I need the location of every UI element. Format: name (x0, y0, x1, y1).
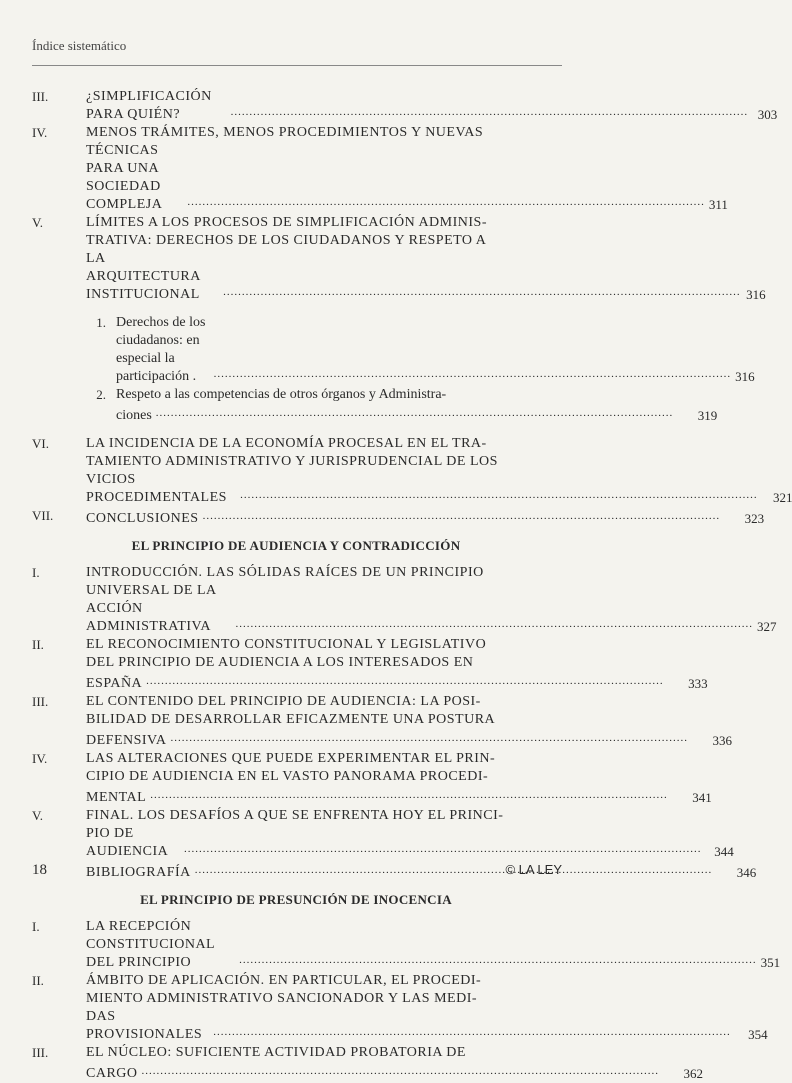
entry-page-number: 351 (760, 955, 781, 970)
entry-title-line: UNIVERSAL DE LA ACCIÓN ADMINISTRATIVA (86, 583, 216, 634)
entry-title-line: VICIOS PROCEDIMENTALES (86, 472, 227, 505)
entry-body (86, 861, 756, 882)
entry-title-line: DAS PROVISIONALES (86, 1009, 203, 1042)
entry-page-number: 323 (744, 511, 765, 526)
toc-entry (32, 564, 777, 636)
dot-leader (231, 103, 749, 121)
entry-title-line: Derechos de los ciudadanos: en especial la participación . (116, 315, 206, 384)
entry-title-line: EL CONTENIDO DEL PRINCIPIO DE AUDIENCIA: LA POSI- (86, 694, 481, 709)
dot-leader (203, 507, 721, 525)
entry-body (116, 386, 717, 425)
entry-title-line: LA ARQUITECTURA INSTITUCIONAL (86, 251, 201, 302)
entry-page-number: 316 (735, 369, 755, 384)
entry-title-line: FINAL. LOS DESAFÍOS A QUE SE ENFRENTA HOY EL PRINCI- (86, 808, 504, 823)
entry-title-line: LA RECEPCIÓN CONSTITUCIONAL DEL PRINCIPIO (86, 919, 215, 970)
entry-page-number: 327 (756, 619, 777, 634)
entry-body (86, 124, 728, 214)
entry-page-number: 316 (746, 287, 766, 302)
entry-body (86, 972, 768, 1044)
entry-body (86, 750, 712, 807)
entry-body (86, 693, 732, 750)
toc-entry (32, 807, 734, 861)
entry-number: 2. (96, 387, 106, 402)
toc-subentry (32, 386, 718, 425)
entry-title-line: TAMIENTO ADMINISTRATIVO Y JURISPRUDENCIAL DE LOS (86, 454, 498, 469)
dot-leader (150, 786, 668, 804)
section-title-presuncion: EL PRINCIPIO DE PRESUNCIÓN DE INOCENCIA (140, 892, 452, 907)
toc-entry (32, 918, 781, 972)
entry-page-number: 311 (708, 197, 728, 212)
entry-body (86, 918, 780, 972)
entry-number: I. (32, 565, 40, 580)
entry-title-line: INTRODUCCIÓN. LAS SÓLIDAS RAÍCES DE UN PRINCIPIO (86, 565, 484, 580)
entry-title-line: EL RECONOCIMIENTO CONSTITUCIONAL Y LEGISLATIVO (86, 637, 487, 652)
entry-page-number: 341 (692, 790, 712, 805)
entry-title-line: EL NÚCLEO: SUFICIENTE ACTIVIDAD PROBATORIA DE (86, 1045, 466, 1060)
toc-entry (32, 214, 766, 304)
running-header: Índice sistemático (32, 38, 127, 53)
entry-title-line: CONCLUSIONES (86, 511, 199, 526)
toc-entry (32, 124, 728, 214)
entry-gap (32, 425, 560, 435)
entry-number: I. (32, 919, 40, 934)
entry-page-number: 303 (757, 107, 778, 122)
entry-page-number: 321 (772, 490, 792, 505)
dot-leader (187, 193, 705, 211)
entry-page-number: 354 (748, 1027, 768, 1042)
toc-entry (32, 88, 778, 124)
dot-leader (142, 1062, 660, 1080)
toc-entry (32, 693, 732, 750)
toc-entry (32, 507, 765, 528)
entry-title-line: Respeto a las competencias de otros órganos y Administra- (116, 387, 447, 402)
toc-subentry (32, 314, 755, 386)
toc-entry (32, 636, 708, 693)
entry-page-number: 333 (688, 676, 708, 691)
entry-title-line: ESPAÑA (86, 676, 143, 691)
entry-number: III. (32, 1045, 49, 1060)
entry-page-number: 346 (736, 865, 757, 880)
entry-title-line: LÍMITES A LOS PROCESOS DE SIMPLIFICACIÓN ADMINIS- (86, 215, 487, 230)
dot-leader (223, 283, 741, 301)
entry-number: VII. (32, 508, 54, 523)
entry-body (86, 1044, 703, 1083)
dot-leader (156, 404, 674, 422)
entry-number: V. (32, 215, 43, 230)
entry-title-line: TÉCNICAS PARA UNA SOCIEDAD COMPLEJA (86, 143, 163, 212)
entry-title-line: BIBLIOGRAFÍA (86, 865, 191, 880)
entry-title-line: MIENTO ADMINISTRATIVO SANCIONADOR Y LAS MEDI- (86, 991, 478, 1006)
dot-leader (195, 861, 713, 879)
entry-gap (32, 304, 560, 314)
dot-leader (184, 840, 702, 858)
entry-body (116, 314, 755, 386)
entry-body (86, 214, 766, 304)
entry-title-line: BILIDAD DE DESARROLLAR EFICAZMENTE UNA POSTURA (86, 712, 496, 727)
entry-number: IV. (32, 751, 48, 766)
entry-number: III. (32, 694, 49, 709)
dot-leader (170, 729, 688, 747)
entry-body (86, 435, 792, 507)
toc-entry (32, 861, 757, 882)
header-rule (32, 65, 562, 66)
page-number: 18 (32, 862, 47, 878)
entry-title-line: TRATIVA: DERECHOS DE LOS CIUDADANOS Y RESPETO A (86, 233, 487, 248)
entry-body (86, 807, 734, 861)
entry-title-line: DEL PRINCIPIO DE AUDIENCIA A LOS INTERESADOS EN (86, 655, 474, 670)
toc-entry (32, 750, 712, 807)
dot-leader (146, 672, 664, 690)
entry-page-number: 319 (697, 408, 718, 423)
entry-body (86, 507, 764, 528)
entry-title-line: ÁMBITO DE APLICACIÓN. EN PARTICULAR, EL PROCEDI- (86, 973, 482, 988)
entry-body (86, 564, 776, 636)
section-title-audiencia: EL PRINCIPIO DE AUDIENCIA Y CONTRADICCIÓN (131, 538, 461, 553)
entry-number: III. (32, 89, 49, 104)
dot-leader (213, 1023, 731, 1041)
toc-entry (32, 972, 768, 1044)
toc-group-audiencia (32, 564, 777, 882)
entry-page-number: 362 (683, 1066, 704, 1081)
entry-number: V. (32, 808, 43, 823)
entry-title-line: DEFENSIVA (86, 733, 167, 748)
entry-page-number: 344 (714, 844, 734, 859)
entry-page-number: 336 (712, 733, 732, 748)
entry-title-line: LAS ALTERACIONES QUE PUEDE EXPERIMENTAR EL PRIN- (86, 751, 496, 766)
dot-leader (235, 615, 753, 633)
entry-title-line: LA INCIDENCIA DE LA ECONOMÍA PROCESAL EN EL TRA- (86, 436, 487, 451)
entry-title-line: CIPIO DE AUDIENCIA EN EL VASTO PANORAMA PROCEDI- (86, 769, 489, 784)
entry-number: IV. (32, 125, 48, 140)
publisher-mark: © LA LEY (505, 862, 562, 877)
entry-title-line: CARGO (86, 1066, 138, 1081)
entry-number: II. (32, 973, 44, 988)
entry-title-line: MENTAL (86, 790, 147, 805)
entry-body (86, 636, 708, 693)
dot-leader (240, 486, 758, 504)
entry-title-line: ciones (116, 408, 152, 423)
entry-number: 1. (96, 315, 106, 330)
entry-title-line: PIO DE AUDIENCIA (86, 826, 169, 859)
dot-leader (239, 951, 757, 969)
toc-entry (32, 435, 792, 507)
entry-body (86, 88, 777, 124)
entry-number: II. (32, 637, 44, 652)
entry-title-line: MENOS TRÁMITES, MENOS PROCEDIMIENTOS Y NUEVAS (86, 125, 484, 140)
entry-title-line: ¿SIMPLIFICACIÓN PARA QUIÉN? (86, 89, 212, 122)
entry-number: VI. (32, 436, 49, 451)
dot-leader (214, 365, 732, 383)
toc-group-simplificacion (32, 88, 792, 528)
toc-group-presuncion (32, 918, 781, 1083)
table-of-contents (32, 88, 792, 1083)
toc-entry (32, 1044, 704, 1083)
